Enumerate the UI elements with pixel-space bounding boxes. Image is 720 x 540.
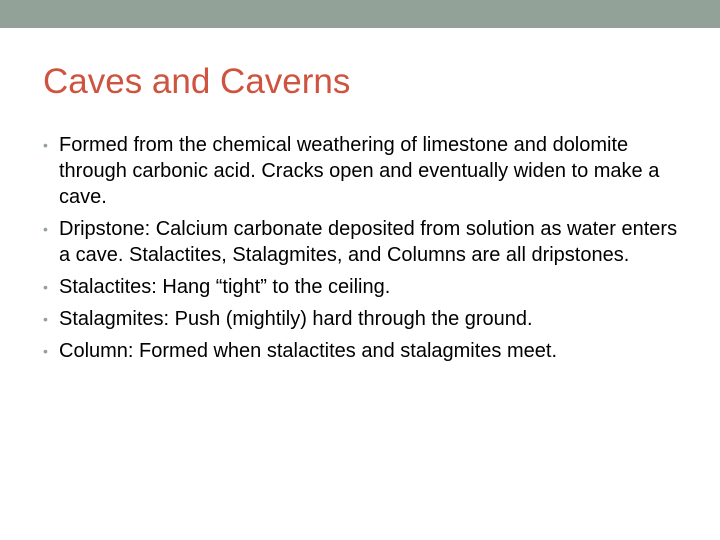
top-accent-bar bbox=[0, 0, 720, 28]
slide-title: Caves and Caverns bbox=[43, 62, 351, 101]
bullet-text: Stalactites: Hang “tight” to the ceiling. bbox=[59, 276, 391, 298]
bullet-icon: • bbox=[43, 137, 48, 153]
bullet-item bbox=[43, 274, 683, 300]
bullet-text: Column: Formed when stalactites and stalagmites meet. bbox=[59, 340, 557, 362]
bullet-icon: • bbox=[43, 279, 48, 295]
bullet-text: Dripstone: Calcium carbonate deposited from solution as water enters a cave. Stalactites, Stalagmites, and Columns are all dripstones. bbox=[59, 218, 678, 266]
bullet-icon: • bbox=[43, 311, 48, 327]
bullet-item bbox=[43, 338, 683, 364]
bullet-icon: • bbox=[43, 221, 48, 237]
bullet-list bbox=[43, 132, 683, 370]
bullet-item bbox=[43, 306, 683, 332]
bullet-text: Formed from the chemical weathering of limestone and dolomite through carbonic acid. Cracks open and eventually widen to make a cave. bbox=[59, 134, 660, 208]
bullet-text: Stalagmites: Push (mightily) hard through the ground. bbox=[59, 308, 533, 330]
bullet-icon: • bbox=[43, 343, 48, 359]
bullet-item bbox=[43, 216, 683, 268]
bullet-item bbox=[43, 132, 683, 210]
